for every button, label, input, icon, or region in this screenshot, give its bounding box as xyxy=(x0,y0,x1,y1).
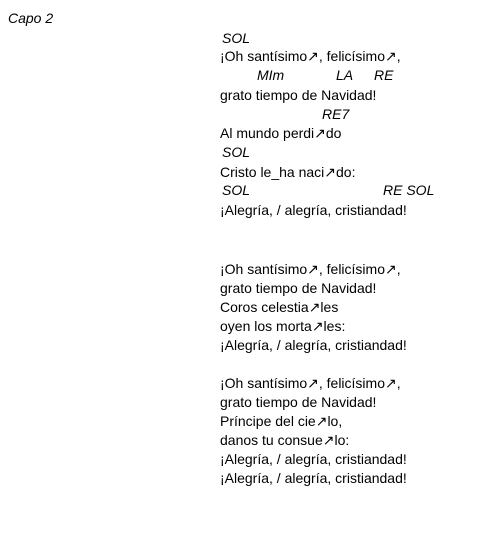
lyric-line: oyen los morta↗les: xyxy=(220,318,346,334)
lyric-line: grato tiempo de Navidad! xyxy=(220,280,377,296)
lyric-line: ¡Alegría, / alegría, cristiandad! xyxy=(220,451,407,467)
chord-line: SOL xyxy=(222,182,251,198)
chord-line: LA xyxy=(336,67,354,83)
chord-line: RE SOL xyxy=(383,182,435,198)
capo-label: Capo 2 xyxy=(8,10,54,26)
lyric-line: ¡Alegría, / alegría, cristiandad! xyxy=(220,337,407,353)
lyric-line: ¡Oh santísimo↗, felicísimo↗, xyxy=(220,48,401,64)
lyric-line: Cristo le_ha naci↗do: xyxy=(220,164,356,180)
lyric-line: Príncipe del cie↗lo, xyxy=(220,413,343,429)
chord-line: RE7 xyxy=(322,106,350,122)
lyric-line: danos tu consue↗lo: xyxy=(220,432,350,448)
lyric-line: Al mundo perdi↗do xyxy=(220,125,342,141)
lyric-line: Coros celestia↗les xyxy=(220,299,339,315)
chord-line: SOL xyxy=(222,144,251,160)
lyric-line: grato tiempo de Navidad! xyxy=(220,87,377,103)
lyric-line: grato tiempo de Navidad! xyxy=(220,394,377,410)
chord-line: RE xyxy=(374,67,394,83)
lyric-line: ¡Alegría, / alegría, cristiandad! xyxy=(220,470,407,486)
chord-line: MIm xyxy=(257,67,285,83)
lyric-line: ¡Oh santísimo↗, felicísimo↗, xyxy=(220,261,401,277)
lyric-line: ¡Alegría, / alegría, cristiandad! xyxy=(220,202,407,218)
lyric-line: ¡Oh santísimo↗, felicísimo↗, xyxy=(220,375,401,391)
chord-line: SOL xyxy=(222,30,251,46)
